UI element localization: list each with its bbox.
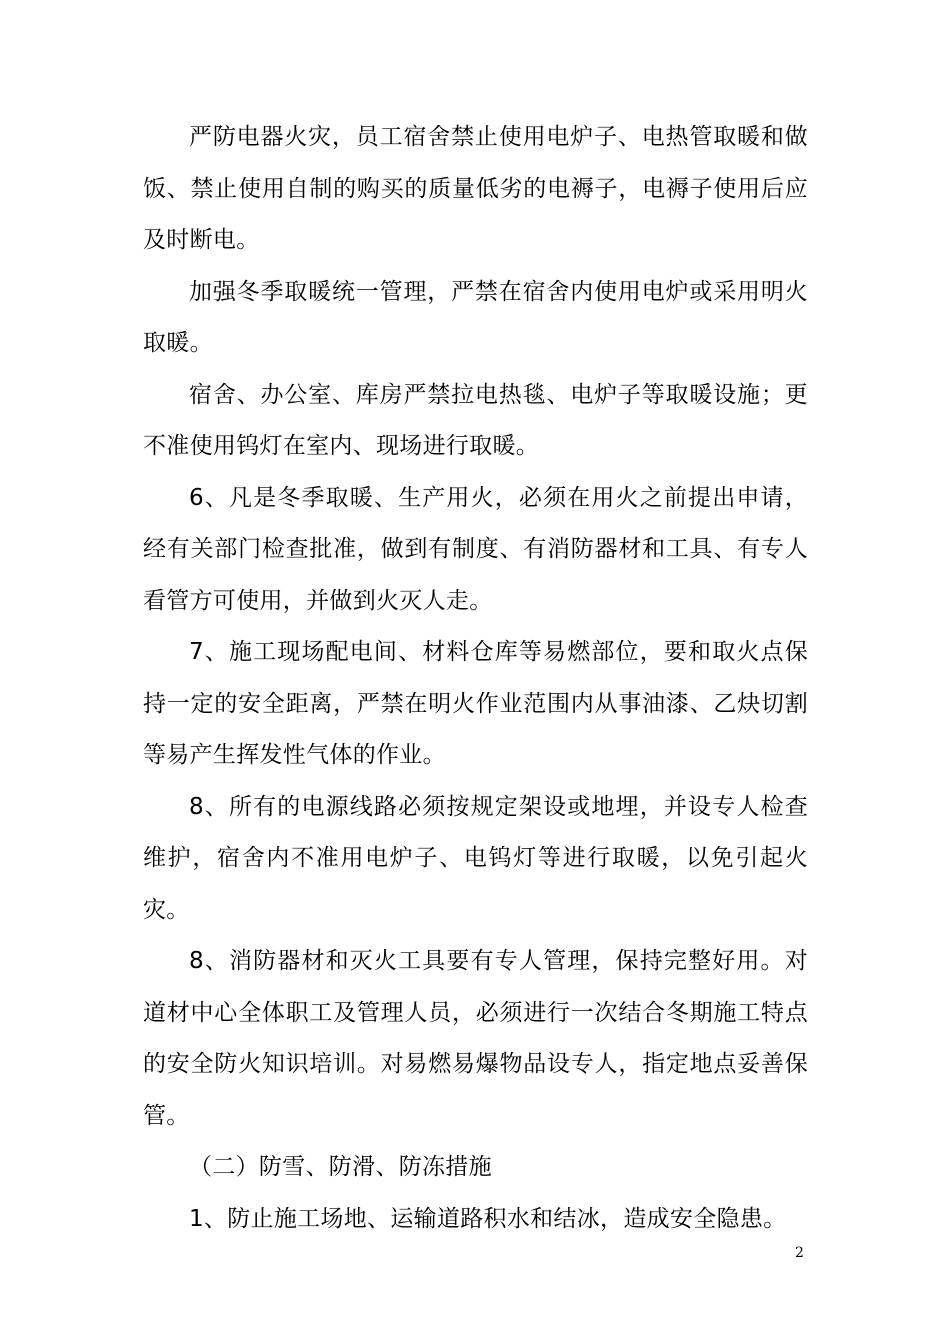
section-heading-snow-slip-freeze: （二）防雪、防滑、防冻措施 [189, 1154, 492, 1180]
paragraph-item-1: 1、防止施工场地、运输道路积水和结冰，造成安全隐患。 [189, 1205, 787, 1232]
paragraph-heating-management: 加强冬季取暖统一管理，严禁在宿舍内使用电炉或采用明火取暖。 [143, 278, 808, 356]
paragraph-heating-devices-ban: 宿舍、办公室、库房严禁拉电热毯、电炉子等取暖设施；更不准使用钨灯在室内、现场进行取暖。 [143, 381, 808, 459]
document-body [143, 112, 808, 1245]
paragraph-item-8-equipment: 8、消防器材和灭火工具要有专人管理，保持完整好用。对道材中心全体职工及管理人员，必须进行一次结合冬期施工特点的安全防火知识培训。对易燃易爆物品设专人，指定地点妥善保管。 [143, 948, 808, 1129]
page-number: 2 [795, 1245, 804, 1261]
paragraph-item-6: 6、凡是冬季取暖、生产用火，必须在用火之前提出申请，经有关部门检查批准，做到有制度、有消防器材和工具、有专人看管方可使用，并做到火灭人走。 [143, 484, 808, 614]
paragraph-fire-prevention-dormitory: 严防电器火灾，员工宿舍禁止使用电炉子、电热管取暖和做饭、禁止使用自制的购买的质量低劣的电褥子，电褥子使用后应及时断电。 [143, 124, 808, 253]
paragraph-item-8-wiring: 8、所有的电源线路必须按规定架设或地埋，并设专人检查维护，宿舍内不准用电炉子、电钨灯等进行取暖，以免引起火灾。 [143, 793, 808, 923]
paragraph-item-7: 7、施工现场配电间、材料仓库等易燃部位，要和取火点保持一定的安全距离，严禁在明火作业范围内从事油漆、乙炔切割等易产生挥发性气体的作业。 [143, 639, 808, 768]
